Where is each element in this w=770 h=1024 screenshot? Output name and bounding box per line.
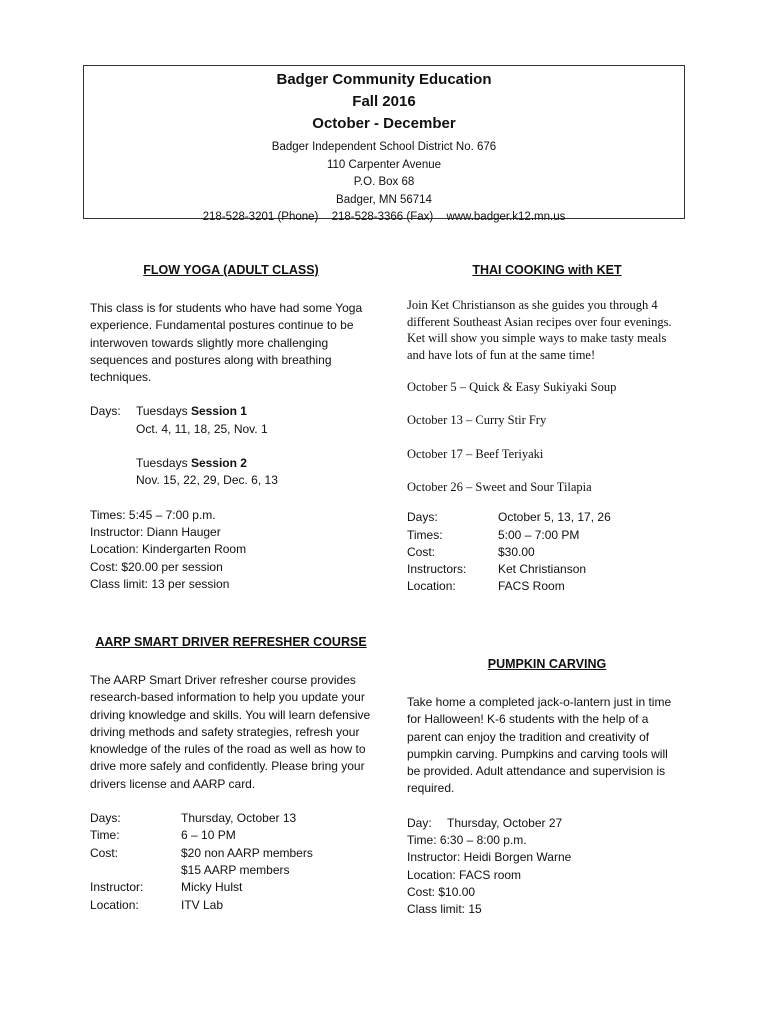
- aarp-detail-value: Thursday, October 13: [181, 811, 297, 826]
- pumpkin-location: Location: FACS room: [407, 867, 522, 882]
- yoga-session2-day: Tuesdays: [136, 456, 188, 471]
- aarp-detail-row: [90, 810, 372, 827]
- aarp-detail-row: [90, 862, 372, 879]
- thai-menu-list: [407, 379, 683, 495]
- term-title: Fall 2016: [352, 93, 416, 110]
- aarp-detail-row: [90, 897, 372, 914]
- yoga-session1-name: Session 1: [190, 404, 247, 419]
- yoga-instructor: Instructor: Diann Hauger: [90, 524, 221, 539]
- header-box: [83, 65, 685, 223]
- yoga-section: [90, 262, 370, 593]
- thai-menu-item: October 26 – Sweet and Sour Tilapia: [407, 479, 592, 494]
- yoga-days-label: Days:: [90, 404, 121, 419]
- aarp-detail-value: $20 non AARP members: [181, 845, 313, 860]
- thai-detail-value: Ket Christianson: [498, 562, 587, 577]
- yoga-session2-name: Session 2: [190, 456, 247, 471]
- thai-detail-row: [407, 561, 683, 578]
- thai-detail-label: Days:: [407, 510, 438, 525]
- thai-detail-label: Location:: [407, 579, 456, 594]
- thai-detail-row: [407, 578, 683, 595]
- thai-detail-row: [407, 544, 683, 561]
- aarp-heading: AARP SMART DRIVER REFRESHER COURSE: [95, 635, 367, 649]
- thai-description: Join Ket Christianson as she guides you through 4 different Southeast Asian recipes over four evenings. Ket will show you simple ways to make tasty meals and have lots of fun at the same time!: [407, 298, 672, 362]
- aarp-detail-label: Days:: [90, 811, 121, 826]
- thai-section: [407, 262, 683, 596]
- thai-detail-label: Times:: [407, 527, 443, 542]
- city-line: Badger, MN 56714: [336, 193, 432, 206]
- website-link[interactable]: www.badger.k12.mn.us: [446, 211, 566, 223]
- thai-details: [407, 509, 683, 595]
- thai-menu-item: October 17 – Beef Teriyaki: [407, 446, 544, 461]
- yoga-times: Times: 5:45 – 7:00 p.m.: [90, 507, 216, 522]
- aarp-detail-label: Instructor:: [90, 880, 144, 895]
- district-line: Badger Independent School District No. 676: [271, 141, 497, 153]
- aarp-detail-row: [90, 845, 372, 862]
- thai-menu-item: October 5 – Quick & Easy Sukiyaki Soup: [407, 380, 617, 395]
- thai-detail-value: $30.00: [498, 544, 535, 559]
- yoga-session1-day: Tuesdays: [136, 404, 188, 419]
- thai-detail-label: Instructors:: [407, 562, 467, 577]
- aarp-detail-label: Cost:: [90, 845, 119, 860]
- yoga-description: This class is for students who have had some Yoga experience. Fundamental postures continue to be interwoven towards slightly more challenging sequences and postures along with breathing techniques.: [90, 301, 363, 385]
- pumpkin-description: Take home a completed jack-o-lantern just in time for Halloween! K-6 students with the help of a parent can enjoy the tradition and creativity of pumpkin carving. Pumpkins and carving tools will be provided. Adult attendance and supervision is required.: [407, 695, 672, 796]
- thai-heading: THAI COOKING with KET: [472, 263, 622, 277]
- thai-menu-item: October 13 – Curry Stir Fry: [407, 413, 547, 428]
- yoga-session1-dates: Oct. 4, 11, 18, 25, Nov. 1: [136, 421, 268, 436]
- pumpkin-day: [407, 815, 683, 832]
- aarp-detail-value: 6 – 10 PM: [181, 828, 236, 843]
- pumpkin-section: [407, 656, 683, 919]
- pumpkin-class-limit: Class limit: 15: [407, 902, 482, 917]
- aarp-detail-value: Micky Hulst: [181, 880, 243, 895]
- yoga-session2: [90, 455, 370, 472]
- thai-detail-value: FACS Room: [498, 579, 565, 594]
- aarp-detail-value: ITV Lab: [181, 897, 224, 912]
- yoga-heading: FLOW YOGA (ADULT CLASS): [143, 263, 319, 277]
- yoga-location: Location: Kindergarten Room: [90, 542, 247, 557]
- phone: 218-528-3201 (Phone): [202, 211, 319, 223]
- thai-detail-row: [407, 509, 683, 526]
- thai-detail-value: 5:00 – 7:00 PM: [498, 527, 580, 542]
- aarp-detail-row: [90, 827, 372, 844]
- contact-line: [84, 209, 684, 227]
- aarp-detail-row: [90, 879, 372, 896]
- aarp-details: [90, 810, 372, 914]
- yoga-cost: Cost: $20.00 per session: [90, 559, 223, 574]
- months-title: October - December: [312, 115, 456, 132]
- pumpkin-time: Time: 6:30 – 8:00 p.m.: [407, 833, 527, 848]
- pumpkin-cost: Cost: $10.00: [407, 884, 476, 899]
- po-box-line: P.O. Box 68: [353, 176, 415, 188]
- fax: 218-528-3366 (Fax): [331, 211, 434, 223]
- pumpkin-day-label: Day:: [407, 815, 432, 830]
- yoga-session2-dates: Nov. 15, 22, 29, Dec. 6, 13: [136, 473, 278, 488]
- thai-detail-row: [407, 527, 683, 544]
- aarp-detail-value: $15 AARP members: [181, 862, 290, 877]
- aarp-detail-label: [90, 862, 181, 879]
- street-line: 110 Carpenter Avenue: [326, 158, 442, 171]
- pumpkin-heading: PUMPKIN CARVING: [487, 657, 607, 671]
- aarp-detail-label: Location:: [90, 897, 139, 912]
- yoga-session1: [90, 403, 370, 420]
- org-title: Badger Community Education: [276, 71, 492, 88]
- thai-detail-label: Cost:: [407, 544, 436, 559]
- thai-detail-value: October 5, 13, 17, 26: [498, 510, 611, 525]
- pumpkin-day-value: Thursday, October 27: [447, 815, 563, 830]
- aarp-detail-label: Time:: [90, 828, 120, 843]
- pumpkin-instructor: Instructor: Heidi Borgen Warne: [407, 850, 572, 865]
- aarp-section: [90, 634, 372, 914]
- aarp-description: The AARP Smart Driver refresher course provides research-based information to help you update your driving knowledge and skills. You will learn defensive driving methods and safety strategies, refresh your knowledge of the rules of the road as well as how to drive more safely and confidently. Please bring your drivers license and AARP card.: [90, 673, 371, 791]
- yoga-class-limit: Class limit: 13 per session: [90, 576, 230, 591]
